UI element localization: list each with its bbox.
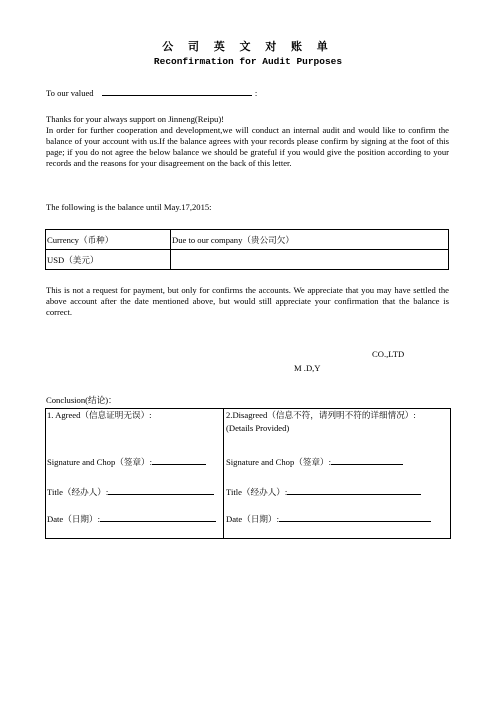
disagreed-date-blank[interactable] bbox=[279, 512, 431, 522]
company-suffix: CO.,LTD bbox=[372, 349, 405, 359]
document-title-english: Reconfirmation for Audit Purposes bbox=[153, 56, 343, 67]
greeting-line bbox=[46, 86, 257, 99]
agreed-date-blank[interactable] bbox=[100, 512, 216, 522]
agreed-title-row bbox=[47, 485, 214, 498]
agreed-signature-row bbox=[47, 455, 206, 468]
balance-table-row bbox=[46, 250, 449, 270]
disagreed-signature-blank[interactable] bbox=[331, 455, 403, 465]
not-payment-notice: This is not a request for payment, but only for confirms the accounts. We appreciate that you may have settled the above account after the date mentioned above, but would still appreciate your confirmation that the balance is correct. bbox=[46, 285, 449, 317]
agreed-signature-label: Signature and Chop（签章）: bbox=[47, 457, 153, 467]
audit-request-paragraph: In order for further cooperation and development,we will conduct an internal audit and would like to confirm the balance of your account with us.If the balance agrees with your records please confirm by signing at the foot of this page; if you do not agree the below balance we should be grateful if you would give the position according to your records and the reasons for your disagreement on the back of this letter. bbox=[46, 125, 449, 168]
balance-table-header-row bbox=[46, 230, 449, 250]
agreed-title-label: Title（经办人）: bbox=[47, 487, 109, 497]
disagreed-signature-label: Signature and Chop（签章）: bbox=[226, 457, 332, 467]
agreed-date-row bbox=[47, 512, 216, 525]
disagreed-title-blank[interactable] bbox=[287, 485, 421, 495]
conclusion-table bbox=[45, 408, 451, 539]
currency-header: Currency（币种） bbox=[46, 230, 171, 250]
balance-intro: The following is the balance until May.17,2015: bbox=[46, 202, 212, 212]
disagreed-date-row bbox=[226, 512, 431, 525]
disagreed-heading-details: (Details Provided) bbox=[226, 423, 290, 433]
recipient-name-blank[interactable] bbox=[102, 86, 252, 96]
agreed-title-blank[interactable] bbox=[108, 485, 214, 495]
balance-table bbox=[45, 229, 449, 270]
conclusion-label: Conclusion(结论)： bbox=[46, 395, 117, 405]
document-title-chinese: 公 司 英 文 对 账 单 bbox=[162, 41, 334, 53]
due-header: Due to our company（贵公司欠） bbox=[171, 230, 449, 250]
amount-cell[interactable] bbox=[171, 250, 449, 270]
greeting-text: To our valued bbox=[46, 88, 94, 98]
greeting-colon: : bbox=[254, 88, 258, 98]
disagreed-signature-row bbox=[226, 455, 403, 468]
agreed-date-label: Date（日期）: bbox=[47, 514, 100, 524]
disagreed-title-row bbox=[226, 485, 421, 498]
disagreed-title-label: Title（经办人）: bbox=[226, 487, 288, 497]
thanks-text: Thanks for your always support on Jinneng(Reipu)! bbox=[46, 114, 225, 124]
agreed-signature-blank[interactable] bbox=[152, 455, 206, 465]
disagreed-heading: 2.Disagreed（信息不符，请列明不符的详细情况）: bbox=[226, 410, 416, 420]
disagreed-date-label: Date（日期）: bbox=[226, 514, 279, 524]
currency-cell: USD（美元） bbox=[46, 250, 171, 270]
conclusion-divider bbox=[223, 409, 224, 538]
agreed-heading: 1. Agreed（信息证明无误）: bbox=[47, 410, 152, 420]
date-placeholder: M .D,Y bbox=[294, 363, 321, 373]
